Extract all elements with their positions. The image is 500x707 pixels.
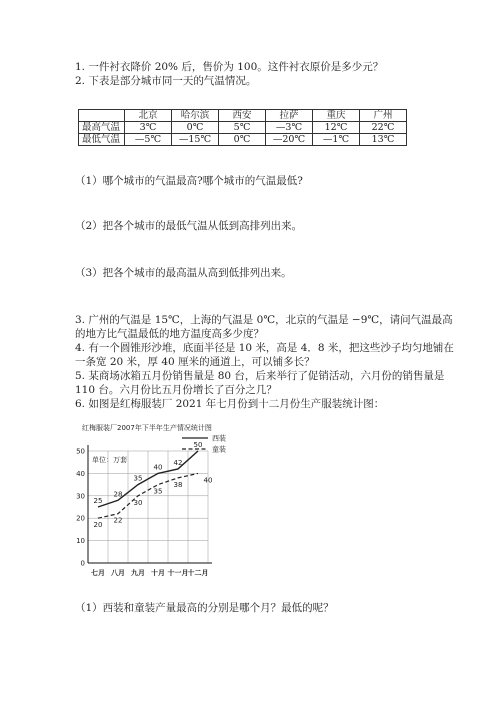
- y-tick-label: 40: [76, 469, 85, 478]
- x-tick-label: 八月: [111, 569, 125, 577]
- data-label: 40: [153, 463, 163, 472]
- y-tick-label: 20: [76, 514, 85, 523]
- question-6-part-1: （1）西装和童装产量最高的分别是哪个月？最低的呢？: [75, 602, 334, 614]
- y-tick-label: 0: [80, 559, 85, 568]
- data-label: 50: [193, 441, 203, 449]
- question-5-line-2: 110 台。六月份比五月份增长了百分之几？: [75, 384, 277, 396]
- y-tick-label: 30: [76, 492, 85, 501]
- data-label: 20: [93, 521, 103, 530]
- chart-title: 红梅服装厂2007年下半年生产情况统计图: [82, 424, 212, 432]
- chart-unit-label: 单位：万套: [92, 456, 127, 464]
- row-label-max: 最高气温: [79, 122, 125, 134]
- x-tick-label: 七月: [91, 569, 105, 577]
- question-2-part-1: （1）哪个城市的气温最高?哪个城市的气温最低?: [75, 175, 303, 187]
- table-header-row: [79, 110, 407, 122]
- production-line-chart: [70, 418, 250, 588]
- question-1: 1. 一件衬衣降价 20% 后，售价为 100。这件衬衣原价是多少元？: [75, 61, 384, 73]
- table-cell: 5℃: [219, 122, 266, 134]
- question-3-line-2: 的地方比气温最低的地方温度高多少度？: [75, 328, 264, 340]
- x-tick-label: 十月: [151, 569, 165, 577]
- question-2-part-3: （3）把各个城市的最高温从高到低排列出来。: [75, 267, 292, 279]
- row-label-min: 最低气温: [79, 134, 125, 146]
- question-2: 2. 下表是部分城市同一天的气温情况。: [75, 75, 257, 87]
- question-6: 6. 如图是红梅服装厂 2021 年七月份到十二月份生产服装统计图：: [75, 398, 385, 410]
- table-corner-cell: [79, 110, 125, 122]
- city-header: 重庆: [313, 110, 360, 122]
- city-header: 北京: [125, 110, 172, 122]
- y-tick-label: 50: [76, 447, 85, 456]
- table-cell: —20℃: [266, 134, 313, 146]
- y-tick-label: 10: [76, 537, 85, 546]
- data-label: 28: [113, 490, 123, 499]
- x-tick-label: 十二月: [187, 569, 209, 577]
- data-label: 22: [113, 516, 123, 525]
- chart-tick-labels: [76, 448, 208, 578]
- question-4-line-2: 一条宽 20 米，厚 40 厘米的通道上，可以铺多长？: [75, 356, 315, 368]
- city-header: 广州: [360, 110, 407, 122]
- table-cell: 12℃: [313, 122, 360, 134]
- table-row: [79, 134, 407, 146]
- city-header: 哈尔滨: [172, 110, 219, 122]
- chart-legend: [182, 434, 226, 454]
- chart-grid: [88, 451, 208, 563]
- question-5-line-1: 5. 某商场冰箱五月份销售量是 80 台，后来举行了促销活动，六月份的销售量是: [75, 370, 445, 382]
- table-cell: 0℃: [172, 122, 219, 134]
- data-label: 25: [93, 497, 103, 505]
- data-label: 35: [133, 474, 143, 483]
- question-2-part-2: （2）把各个城市的最低气温从低到高排列出来。: [75, 220, 303, 232]
- question-3-line-1: 3. 广州的气温是 15℃，上海的气温是 0℃，北京的气温是 −9℃，请问气温最高: [75, 314, 453, 326]
- data-label: 40: [203, 476, 213, 485]
- data-label: 42: [173, 458, 183, 467]
- city-header: 西安: [219, 110, 266, 122]
- legend-label: 童装: [212, 445, 226, 454]
- question-4-line-1: 4. 有一个圆锥形沙堆，底面半径是 10 米，高是 4．8 米，把这些沙子均匀地铺在: [75, 342, 454, 354]
- x-tick-label: 十一月: [167, 569, 189, 577]
- table-cell: 0℃: [219, 134, 266, 146]
- table-cell: 13℃: [360, 134, 407, 146]
- x-tick-label: 九月: [131, 569, 145, 577]
- data-label: 38: [173, 480, 183, 489]
- data-label: 35: [153, 487, 163, 496]
- data-label: 30: [133, 498, 143, 507]
- table-cell: —5℃: [125, 134, 172, 146]
- table-row: [79, 122, 407, 134]
- table-cell: 22℃: [360, 122, 407, 134]
- table-cell: 3℃: [125, 122, 172, 134]
- table-cell: —15℃: [172, 134, 219, 146]
- legend-label: 西装: [212, 434, 226, 443]
- temperature-table: [78, 109, 407, 146]
- city-header: 拉萨: [266, 110, 313, 122]
- table-cell: —3℃: [266, 122, 313, 134]
- table-cell: —1℃: [313, 134, 360, 146]
